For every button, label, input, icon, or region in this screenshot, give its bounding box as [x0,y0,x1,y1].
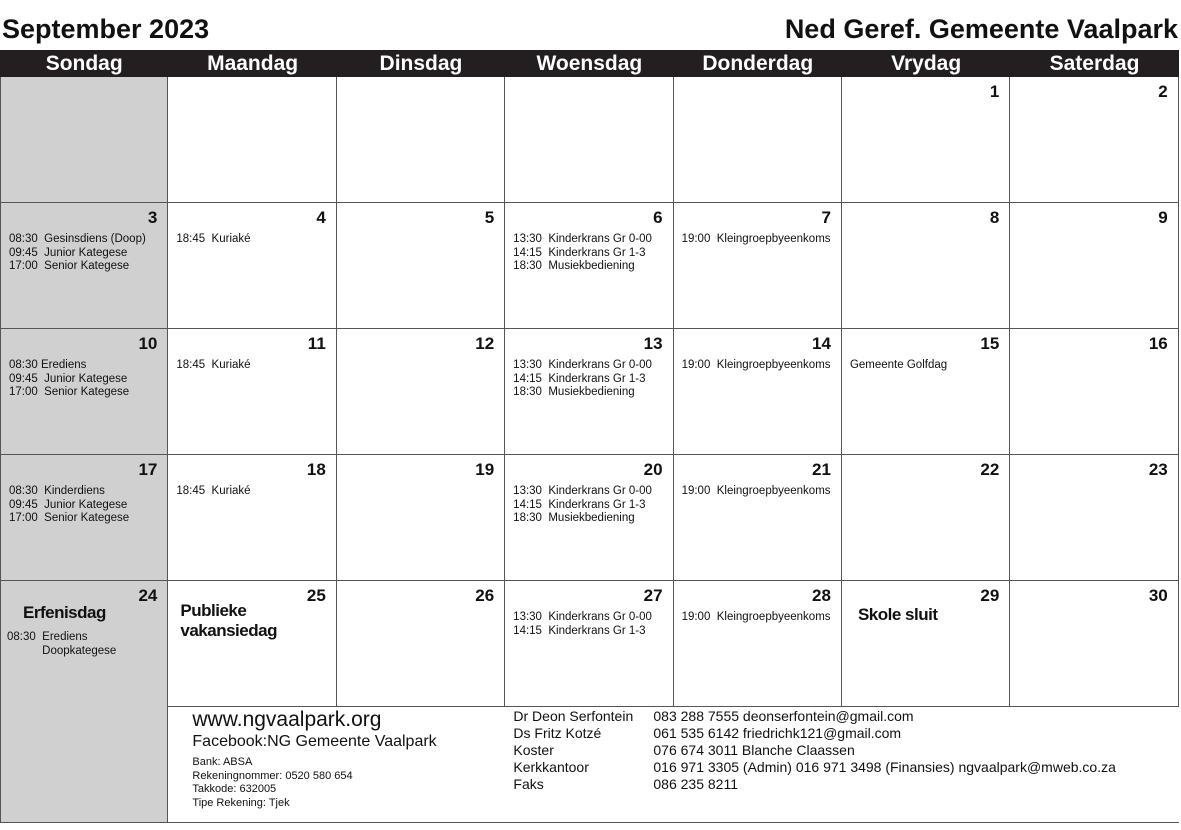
day-number: 8 [989,208,1000,227]
day-number: 2 [1158,82,1168,101]
event-list: Gemeente Golfdag [849,359,948,371]
day-cell [505,77,673,202]
day-number: 10 [138,334,158,353]
contact-label: Faks [513,776,544,792]
day-number: 30 [1148,586,1168,605]
day-number: 24 [138,586,158,605]
event-list: 18:45 Kuriaké [176,359,251,371]
bank-line: Takkode: 632005 [192,783,277,795]
event-list: 19:00 Kleingroepbyeenkoms [681,611,831,623]
day-cell [505,329,673,454]
contact-row [513,776,1116,793]
day-cell [505,581,673,706]
footer-info [168,702,1179,822]
day-highlight: Publieke vakansiedag [180,601,277,640]
day-cell [0,77,168,202]
day-number: 4 [316,208,326,227]
day-cell [842,581,1010,706]
footer [0,702,1179,823]
weekday-label: Saterdag [1049,52,1140,75]
event-list: 08:30 Gesinsdiens (Doop) 09:45 Junior Kategese 17:00 Senior Kategese [9,233,146,272]
day-cell [674,455,842,580]
day-cell [337,455,505,580]
event-list: 19:00 Kleingroepbyeenkoms [681,485,831,497]
day-number: 3 [147,208,158,227]
event-list: 19:00 Kleingroepbyeenkoms [681,359,831,371]
day-number: 1 [989,82,1000,101]
day-cell [0,329,168,454]
day-number: 7 [821,208,831,227]
day-number: 21 [812,460,831,479]
day-cell [168,329,336,454]
day-cell [674,203,842,328]
event-list: 08:30 Erediens 09:45 Junior Kategese 17:00 Senior Kategese [9,359,130,398]
day-cell [0,581,168,706]
week-row [0,77,1179,203]
day-cell [0,455,168,580]
event-list: 13:30 Kinderkrans Gr 0-00 14:15 Kinderkrans Gr 1-3 18:30 Musiekbediening [513,233,652,272]
weekday-label: Vrydag [891,52,962,75]
calendar-grid [0,77,1179,707]
day-number: 16 [1148,334,1168,353]
day-number: 5 [484,208,495,227]
event-list: 13:30 Kinderkrans Gr 0-00 14:15 Kinderkrans Gr 1-3 18:30 Musiekbediening [513,485,652,524]
day-number: 14 [812,334,831,353]
day-number: 12 [475,334,495,353]
contact-value: 086 235 8211 [653,776,738,792]
day-cell [337,77,505,202]
day-number: 9 [1158,208,1168,227]
day-cell [674,581,842,706]
day-cell [842,77,1010,202]
week-row [0,581,1179,707]
contact-value: 076 674 3011 Blanche Claassen [653,742,855,758]
day-number: 23 [1148,460,1168,479]
bank-line: Bank: ABSA [192,756,253,768]
day-cell [168,203,336,328]
week-row [0,329,1179,455]
bank-line: Tipe Rekening: Tjek [192,796,290,809]
day-cell [168,77,336,202]
contact-row [513,725,1116,742]
day-number: 25 [306,586,326,605]
bank-line: Rekeningnommer: 0520 580 654 [192,769,353,782]
day-cell [337,203,505,328]
day-number: 20 [643,460,663,479]
contact-value: 061 535 6142 friedrichk121@gmail.com [653,725,902,741]
website-link[interactable]: www.ngvaalpark.org [192,708,382,731]
day-number: 22 [980,460,1000,479]
day-cell [1010,455,1178,580]
day-number: 15 [980,334,1000,353]
day-cell [168,455,336,580]
event-list: 18:45 Kuriaké [176,485,251,497]
week-row [0,455,1179,581]
day-cell [842,203,1010,328]
contact-label: Ds Fritz Kotzé [513,725,602,741]
day-cell [1010,203,1178,328]
month-title: September 2023 [2,14,210,44]
facebook-link[interactable]: Facebook:NG Gemeente Vaalpark [192,733,437,750]
contact-row [513,742,1116,759]
day-cell [0,203,168,328]
day-number: 26 [475,586,495,605]
day-number: 11 [307,334,326,353]
day-cell [168,581,336,706]
event-list: 08:30 Erediens Doopkategese [7,631,117,657]
day-cell [674,77,842,202]
day-number: 17 [138,460,158,479]
day-cell [337,581,505,706]
weekday-label: Sondag [45,52,123,75]
day-cell [505,203,673,328]
weekday-label: Maandag [207,52,299,75]
day-cell [337,329,505,454]
day-highlight: Erfenisdag [23,603,106,622]
weekday-label: Dinsdag [379,52,463,75]
contact-label: Dr Deon Serfontein [513,708,634,724]
day-cell [842,455,1010,580]
contact-row [513,708,1116,725]
weekday-header [0,50,1179,77]
day-number: 29 [980,586,1000,605]
contact-value: 016 971 3305 (Admin) 016 971 3498 (Finansies) ngvaalpark@mweb.co.za [653,759,1116,775]
day-number: 28 [812,586,831,605]
contact-row [513,759,1116,776]
weekday-label: Donderdag [702,52,814,75]
church-name: Ned Geref. Gemeente Vaalpark [784,14,1178,44]
footer-side [0,702,168,822]
day-cell [842,329,1010,454]
contact-label: Koster [513,742,554,758]
contact-label: Kerkkantoor [513,759,589,775]
day-cell [505,455,673,580]
contact-value: 083 288 7555 deonserfontein@gmail.com [653,708,914,724]
day-number: 27 [643,586,663,605]
day-highlight: Skole sluit [857,605,938,624]
event-list: 13:30 Kinderkrans Gr 0-00 14:15 Kinderkrans Gr 1-3 18:30 Musiekbediening [513,359,652,398]
day-number: 6 [653,208,663,227]
day-number: 18 [306,460,326,479]
day-cell [1010,329,1178,454]
day-cell [674,329,842,454]
event-list: 18:45 Kuriaké [176,233,251,245]
bank-details [192,756,352,810]
contact-list [513,708,1116,793]
event-list: 08:30 Kinderdiens 09:45 Junior Kategese 17:00 Senior Kategese [9,485,130,524]
event-list: 19:00 Kleingroepbyeenkoms [681,233,831,245]
day-cell [1010,581,1178,706]
week-row [0,203,1179,329]
event-list: 13:30 Kinderkrans Gr 0-00 14:15 Kinderkrans Gr 1-3 [513,611,652,637]
day-cell [1010,77,1178,202]
day-number: 13 [643,334,663,353]
day-number: 19 [475,460,495,479]
weekday-label: Woensdag [536,52,643,75]
bottom-rule [0,822,1179,823]
